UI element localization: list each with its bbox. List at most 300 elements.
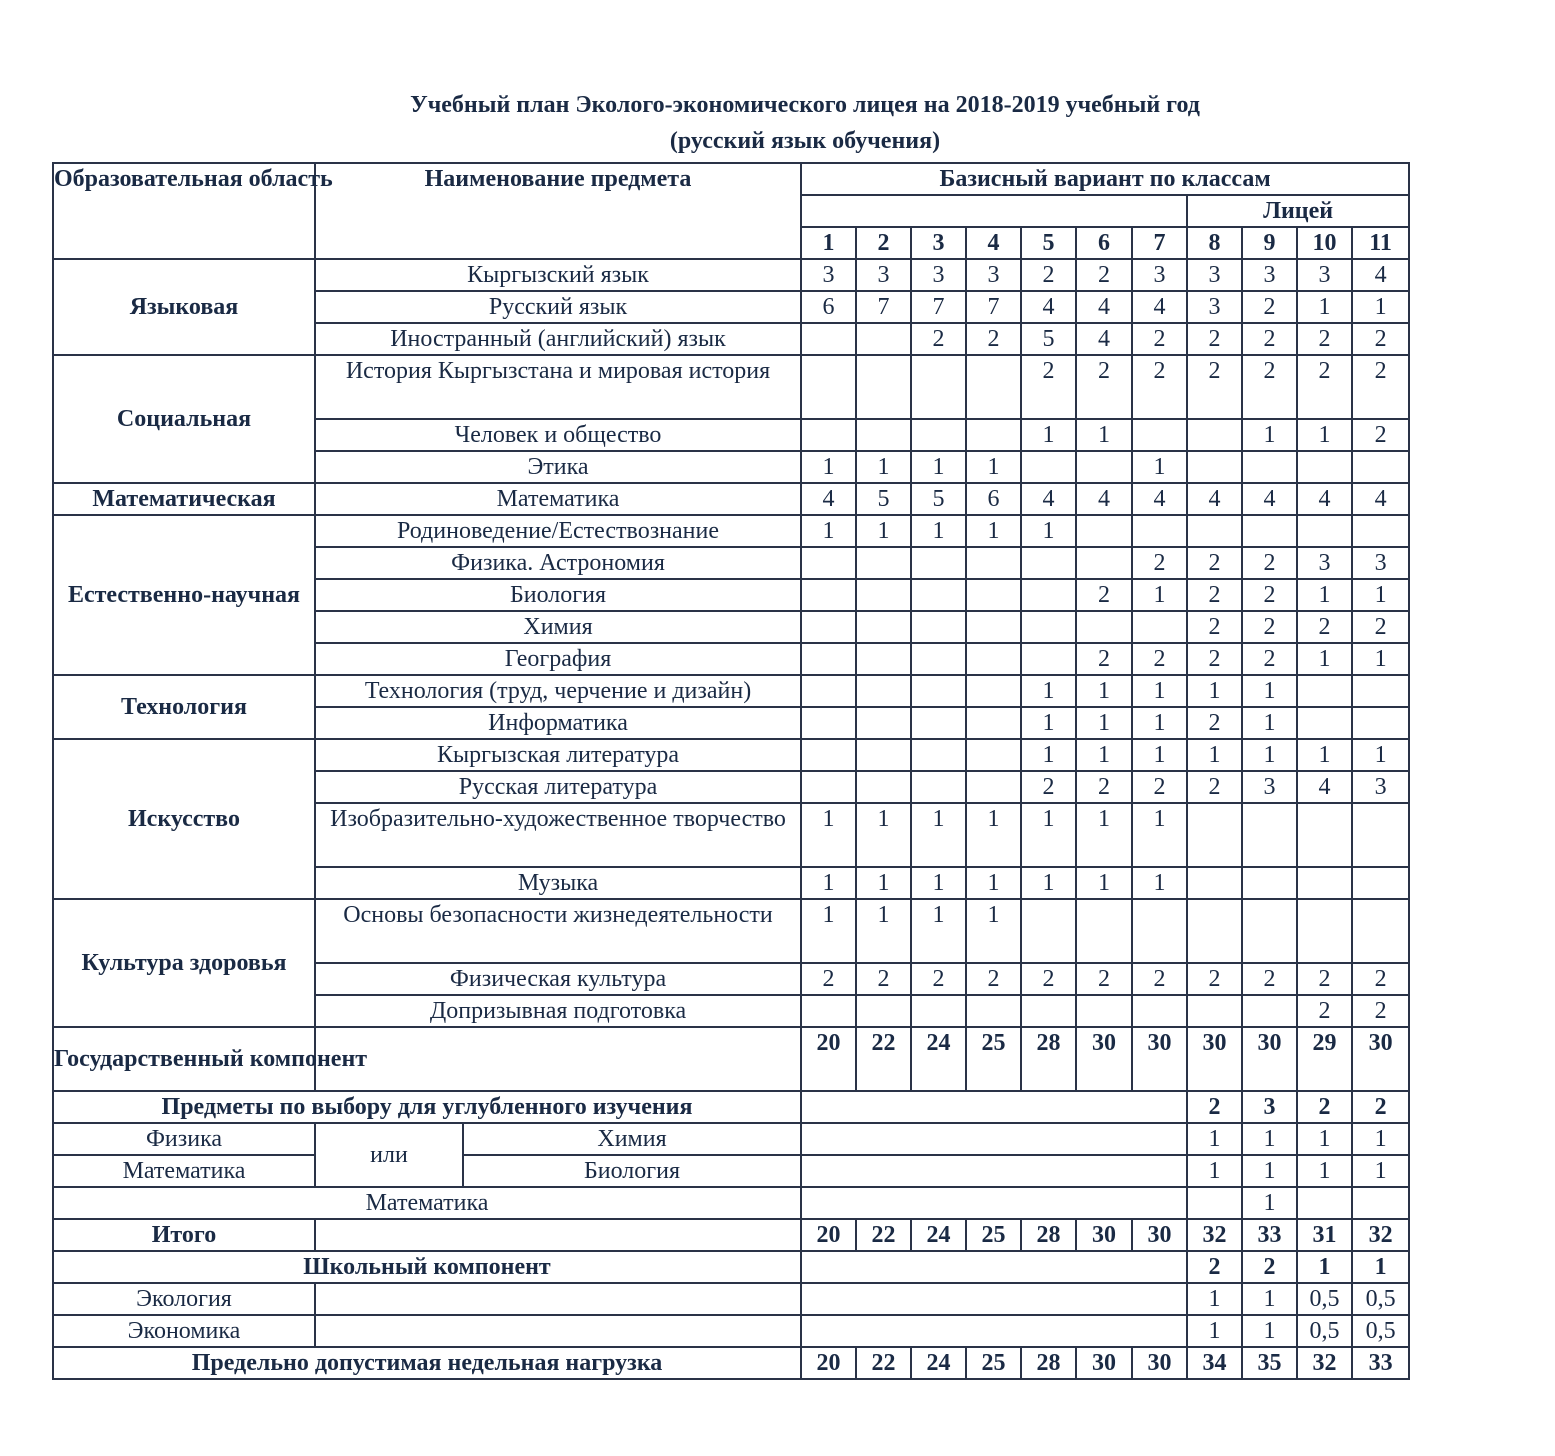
value-cell: 5 xyxy=(856,483,911,515)
choice-value: 1 xyxy=(1352,1155,1409,1187)
value-cell: 2 xyxy=(1187,611,1242,643)
value-cell: 1 xyxy=(911,451,966,483)
value-cell: 1 xyxy=(1242,419,1297,451)
electives-value: 2 xyxy=(1297,1091,1352,1123)
value-cell: 1 xyxy=(1132,451,1187,483)
choice-left: Математика xyxy=(53,1155,315,1187)
school-value: 1 xyxy=(1297,1251,1352,1283)
value-cell xyxy=(966,771,1021,803)
area-a6: Искусство xyxy=(53,739,315,899)
electives-label: Предметы по выбору для углубленного изучения xyxy=(53,1091,801,1123)
plan-subtitle: (русский язык обучения) xyxy=(669,128,941,154)
ecology-value: 1 xyxy=(1187,1283,1242,1315)
value-cell: 2 xyxy=(1187,323,1242,355)
value-cell xyxy=(1187,899,1242,963)
value-cell: 2 xyxy=(801,963,856,995)
economics-value: 1 xyxy=(1242,1315,1297,1347)
value-cell: 1 xyxy=(1132,739,1187,771)
value-cell xyxy=(1021,995,1076,1027)
value-cell: 2 xyxy=(1297,963,1352,995)
value-cell: 3 xyxy=(966,259,1021,291)
value-cell xyxy=(801,643,856,675)
subject-name: Русская литература xyxy=(315,771,801,803)
state-value: 25 xyxy=(966,1027,1021,1091)
value-cell xyxy=(856,355,911,419)
value-cell xyxy=(911,675,966,707)
school-label: Школьный компонент xyxy=(53,1251,801,1283)
ecology-blank-grades xyxy=(801,1283,1187,1315)
plan-title: Учебный план Эколого-экономического лицея на 2018-2019 учебный год xyxy=(410,92,1200,118)
total-value: 30 xyxy=(1132,1219,1187,1251)
electives-value: 2 xyxy=(1187,1091,1242,1123)
max-value: 25 xyxy=(966,1347,1021,1379)
choice-blank xyxy=(801,1187,1187,1219)
value-cell xyxy=(911,419,966,451)
value-cell: 2 xyxy=(1352,419,1409,451)
value-cell: 3 xyxy=(1132,259,1187,291)
value-cell xyxy=(856,547,911,579)
value-cell: 2 xyxy=(1187,963,1242,995)
value-cell xyxy=(1352,675,1409,707)
value-cell: 1 xyxy=(1132,675,1187,707)
value-cell: 1 xyxy=(1076,803,1132,867)
table-body xyxy=(53,163,1409,1379)
subject-name: Родиноведение/Естествознание xyxy=(315,515,801,547)
ecology-label: Экология xyxy=(53,1283,315,1315)
value-cell xyxy=(1352,803,1409,867)
value-cell: 1 xyxy=(1076,675,1132,707)
value-cell: 4 xyxy=(1021,291,1076,323)
total-value: 30 xyxy=(1076,1219,1132,1251)
value-cell: 7 xyxy=(856,291,911,323)
value-cell: 2 xyxy=(1132,963,1187,995)
value-cell: 1 xyxy=(1132,803,1187,867)
value-cell xyxy=(1297,803,1352,867)
value-cell: 2 xyxy=(1132,771,1187,803)
value-cell: 2 xyxy=(1242,323,1297,355)
total-label: Итого xyxy=(53,1219,315,1251)
max-value: 28 xyxy=(1021,1347,1076,1379)
value-cell xyxy=(801,675,856,707)
subject-name: Иностранный (английский) язык xyxy=(315,323,801,355)
value-cell xyxy=(856,675,911,707)
value-cell: 1 xyxy=(1242,707,1297,739)
value-cell xyxy=(1352,707,1409,739)
choice-left: Физика xyxy=(53,1123,315,1155)
value-cell xyxy=(1242,803,1297,867)
total-value: 28 xyxy=(1021,1219,1076,1251)
max-value: 33 xyxy=(1352,1347,1409,1379)
ecology-row xyxy=(53,1283,1409,1315)
subject-name: Допризывная подготовка xyxy=(315,995,801,1027)
value-cell: 7 xyxy=(911,291,966,323)
value-cell xyxy=(856,579,911,611)
value-cell: 1 xyxy=(1021,867,1076,899)
total-value: 33 xyxy=(1242,1219,1297,1251)
max-row xyxy=(53,1347,1409,1379)
state-label: Государственный компонент xyxy=(53,1027,315,1091)
value-cell: 1 xyxy=(801,867,856,899)
value-cell xyxy=(966,419,1021,451)
value-cell xyxy=(1021,547,1076,579)
value-cell xyxy=(1076,611,1132,643)
value-cell xyxy=(801,995,856,1027)
value-cell: 2 xyxy=(1132,643,1187,675)
state-value: 30 xyxy=(1242,1027,1297,1091)
value-cell xyxy=(966,611,1021,643)
value-cell: 3 xyxy=(856,259,911,291)
value-cell xyxy=(1132,995,1187,1027)
grade-header: 7 xyxy=(1132,227,1187,259)
choice-value: 1 xyxy=(1352,1123,1409,1155)
value-cell: 1 xyxy=(911,899,966,963)
state-value: 30 xyxy=(1132,1027,1187,1091)
school-row xyxy=(53,1251,1409,1283)
state-blank xyxy=(315,1027,801,1091)
value-cell: 4 xyxy=(1242,483,1297,515)
economics-row xyxy=(53,1315,1409,1347)
value-cell xyxy=(911,739,966,771)
value-cell xyxy=(911,547,966,579)
grade-header: 11 xyxy=(1352,227,1409,259)
value-cell xyxy=(856,771,911,803)
subject-name: Физика. Астрономия xyxy=(315,547,801,579)
choice-value: 1 xyxy=(1187,1155,1242,1187)
value-cell: 3 xyxy=(911,259,966,291)
value-cell: 4 xyxy=(1076,323,1132,355)
value-cell: 4 xyxy=(1352,483,1409,515)
area-a1: Языковая xyxy=(53,259,315,355)
value-cell: 2 xyxy=(1076,963,1132,995)
value-cell: 2 xyxy=(1132,547,1187,579)
subject-name: Музыка xyxy=(315,867,801,899)
value-cell: 1 xyxy=(856,803,911,867)
value-cell: 1 xyxy=(1297,643,1352,675)
value-cell: 3 xyxy=(1352,771,1409,803)
value-cell xyxy=(1132,515,1187,547)
value-cell xyxy=(1242,899,1297,963)
value-cell: 1 xyxy=(1076,739,1132,771)
header-basis: Базисный вариант по классам xyxy=(801,163,1409,195)
max-value: 35 xyxy=(1242,1347,1297,1379)
value-cell: 2 xyxy=(1297,995,1352,1027)
max-value: 22 xyxy=(856,1347,911,1379)
state-value: 30 xyxy=(1187,1027,1242,1091)
value-cell xyxy=(801,419,856,451)
value-cell: 3 xyxy=(1297,259,1352,291)
value-cell: 6 xyxy=(966,483,1021,515)
subject-name: Изобразительно-художественное творчество xyxy=(315,803,801,867)
table-row xyxy=(53,355,1409,419)
choice-value: 1 xyxy=(1297,1123,1352,1155)
value-cell: 2 xyxy=(1187,547,1242,579)
value-cell xyxy=(801,323,856,355)
value-cell xyxy=(801,355,856,419)
header-subject: Наименование предмета xyxy=(315,163,801,259)
school-value: 2 xyxy=(1242,1251,1297,1283)
value-cell: 2 xyxy=(1132,355,1187,419)
value-cell xyxy=(801,579,856,611)
value-cell xyxy=(1187,803,1242,867)
value-cell: 4 xyxy=(1297,483,1352,515)
grade-header: 4 xyxy=(966,227,1021,259)
school-blank-grades xyxy=(801,1251,1187,1283)
value-cell: 2 xyxy=(1076,643,1132,675)
value-cell: 4 xyxy=(1187,483,1242,515)
value-cell xyxy=(1021,611,1076,643)
value-cell: 2 xyxy=(1297,323,1352,355)
state-value: 20 xyxy=(801,1027,856,1091)
value-cell: 2 xyxy=(1076,771,1132,803)
value-cell: 2 xyxy=(1297,611,1352,643)
grade-header: 5 xyxy=(1021,227,1076,259)
value-cell: 2 xyxy=(1021,963,1076,995)
grade-header: 10 xyxy=(1297,227,1352,259)
value-cell: 1 xyxy=(911,867,966,899)
value-cell xyxy=(1076,515,1132,547)
max-value: 30 xyxy=(1076,1347,1132,1379)
value-cell: 1 xyxy=(856,515,911,547)
value-cell: 1 xyxy=(1297,419,1352,451)
value-cell: 2 xyxy=(911,323,966,355)
school-value: 1 xyxy=(1352,1251,1409,1283)
value-cell xyxy=(966,995,1021,1027)
value-cell xyxy=(856,995,911,1027)
value-cell xyxy=(1187,867,1242,899)
economics-label: Экономика xyxy=(53,1315,315,1347)
value-cell: 2 xyxy=(1242,579,1297,611)
value-cell: 2 xyxy=(1352,323,1409,355)
value-cell: 1 xyxy=(1021,803,1076,867)
max-value: 32 xyxy=(1297,1347,1352,1379)
value-cell: 7 xyxy=(966,291,1021,323)
value-cell: 3 xyxy=(801,259,856,291)
value-cell xyxy=(911,355,966,419)
value-cell: 1 xyxy=(1132,867,1187,899)
value-cell: 1 xyxy=(801,899,856,963)
value-cell: 1 xyxy=(1021,707,1076,739)
economics-blank-grades xyxy=(801,1315,1187,1347)
value-cell: 1 xyxy=(1352,291,1409,323)
value-cell: 3 xyxy=(1297,547,1352,579)
value-cell: 2 xyxy=(1242,611,1297,643)
value-cell xyxy=(1352,515,1409,547)
value-cell: 2 xyxy=(1076,579,1132,611)
value-cell: 1 xyxy=(911,803,966,867)
value-cell xyxy=(1352,867,1409,899)
value-cell: 4 xyxy=(1076,483,1132,515)
value-cell: 2 xyxy=(911,963,966,995)
value-cell xyxy=(1021,579,1076,611)
value-cell xyxy=(1021,451,1076,483)
subject-name: Кыргызский язык xyxy=(315,259,801,291)
value-cell: 2 xyxy=(1076,259,1132,291)
value-cell xyxy=(966,355,1021,419)
max-value: 34 xyxy=(1187,1347,1242,1379)
value-cell xyxy=(1021,899,1076,963)
value-cell xyxy=(1297,515,1352,547)
value-cell xyxy=(1297,707,1352,739)
economics-value: 1 xyxy=(1187,1315,1242,1347)
state-value: 30 xyxy=(1076,1027,1132,1091)
value-cell xyxy=(801,547,856,579)
choice-left: Математика xyxy=(53,1187,801,1219)
value-cell: 1 xyxy=(1352,643,1409,675)
area-a4: Естественно-научная xyxy=(53,515,315,675)
value-cell xyxy=(1297,675,1352,707)
value-cell: 1 xyxy=(1021,739,1076,771)
value-cell xyxy=(966,579,1021,611)
max-label: Предельно допустимая недельная нагрузка xyxy=(53,1347,801,1379)
value-cell xyxy=(966,547,1021,579)
table-row xyxy=(53,483,1409,515)
value-cell: 1 xyxy=(1021,515,1076,547)
subject-name: Этика xyxy=(315,451,801,483)
choice-value: 1 xyxy=(1242,1155,1297,1187)
economics-blank xyxy=(315,1315,801,1347)
value-cell: 1 xyxy=(1021,675,1076,707)
area-a7: Культура здоровья xyxy=(53,899,315,1027)
value-cell: 1 xyxy=(911,515,966,547)
value-cell: 1 xyxy=(801,451,856,483)
total-value: 32 xyxy=(1187,1219,1242,1251)
value-cell: 5 xyxy=(911,483,966,515)
value-cell: 1 xyxy=(966,803,1021,867)
value-cell xyxy=(911,771,966,803)
economics-value: 0,5 xyxy=(1297,1315,1352,1347)
value-cell: 1 xyxy=(1076,867,1132,899)
choice-row xyxy=(53,1123,1409,1155)
value-cell: 2 xyxy=(1242,547,1297,579)
table-row xyxy=(53,739,1409,771)
value-cell: 2 xyxy=(1021,771,1076,803)
value-cell: 1 xyxy=(1132,707,1187,739)
value-cell: 2 xyxy=(966,963,1021,995)
max-value: 24 xyxy=(911,1347,966,1379)
subject-name: Технология (труд, черчение и дизайн) xyxy=(315,675,801,707)
value-cell xyxy=(1076,995,1132,1027)
table-row xyxy=(53,899,1409,963)
value-cell xyxy=(911,995,966,1027)
value-cell: 4 xyxy=(1297,771,1352,803)
value-cell xyxy=(856,419,911,451)
value-cell: 2 xyxy=(1187,643,1242,675)
choice-value xyxy=(1187,1187,1242,1219)
value-cell: 4 xyxy=(801,483,856,515)
value-cell xyxy=(1352,451,1409,483)
grade-header: 8 xyxy=(1187,227,1242,259)
subject-name: Химия xyxy=(315,611,801,643)
value-cell: 1 xyxy=(1076,419,1132,451)
subject-name: Человек и общество xyxy=(315,419,801,451)
value-cell: 2 xyxy=(1187,579,1242,611)
value-cell: 1 xyxy=(1021,419,1076,451)
value-cell xyxy=(1242,515,1297,547)
state-value: 24 xyxy=(911,1027,966,1091)
value-cell xyxy=(856,611,911,643)
value-cell xyxy=(1132,899,1187,963)
value-cell: 2 xyxy=(1242,291,1297,323)
value-cell xyxy=(1242,867,1297,899)
value-cell: 6 xyxy=(801,291,856,323)
value-cell: 2 xyxy=(1297,355,1352,419)
value-cell: 2 xyxy=(1352,963,1409,995)
value-cell: 1 xyxy=(1187,675,1242,707)
value-cell: 4 xyxy=(1132,291,1187,323)
value-cell xyxy=(1132,419,1187,451)
choice-value xyxy=(1297,1187,1352,1219)
state-value: 22 xyxy=(856,1027,911,1091)
electives-value: 2 xyxy=(1352,1091,1409,1123)
value-cell: 1 xyxy=(856,451,911,483)
total-row xyxy=(53,1219,1409,1251)
value-cell: 1 xyxy=(966,451,1021,483)
value-cell: 3 xyxy=(1242,259,1297,291)
value-cell: 2 xyxy=(1352,611,1409,643)
value-cell xyxy=(1352,899,1409,963)
state-value: 28 xyxy=(1021,1027,1076,1091)
value-cell: 5 xyxy=(1021,323,1076,355)
total-value: 22 xyxy=(856,1219,911,1251)
table-row xyxy=(53,515,1409,547)
subject-name: Биология xyxy=(315,579,801,611)
value-cell xyxy=(1021,643,1076,675)
value-cell xyxy=(801,739,856,771)
subject-name: Математика xyxy=(315,483,801,515)
value-cell: 3 xyxy=(1187,291,1242,323)
header-lyceum: Лицей xyxy=(1187,195,1409,227)
value-cell: 2 xyxy=(1021,259,1076,291)
subject-name: Информатика xyxy=(315,707,801,739)
value-cell: 4 xyxy=(1132,483,1187,515)
area-a3: Математическая xyxy=(53,483,315,515)
value-cell xyxy=(801,771,856,803)
value-cell xyxy=(856,643,911,675)
value-cell xyxy=(911,643,966,675)
value-cell: 2 xyxy=(1132,323,1187,355)
value-cell: 1 xyxy=(966,867,1021,899)
ecology-value: 0,5 xyxy=(1352,1283,1409,1315)
value-cell xyxy=(1187,515,1242,547)
electives-row xyxy=(53,1091,1409,1123)
value-cell: 2 xyxy=(1187,355,1242,419)
value-cell xyxy=(856,739,911,771)
value-cell: 1 xyxy=(1297,291,1352,323)
value-cell xyxy=(966,675,1021,707)
value-cell xyxy=(856,707,911,739)
header-area: Образовательная область xyxy=(53,163,315,259)
value-cell: 1 xyxy=(1297,739,1352,771)
subject-name: География xyxy=(315,643,801,675)
choice-row xyxy=(53,1187,1409,1219)
choice-value xyxy=(1352,1187,1409,1219)
value-cell: 1 xyxy=(801,515,856,547)
value-cell: 2 xyxy=(1242,643,1297,675)
value-cell: 1 xyxy=(1352,739,1409,771)
value-cell: 2 xyxy=(856,963,911,995)
value-cell: 2 xyxy=(1021,355,1076,419)
value-cell xyxy=(1187,419,1242,451)
curriculum-table xyxy=(52,162,1410,1380)
value-cell: 1 xyxy=(1242,675,1297,707)
choice-blank xyxy=(801,1155,1187,1187)
grade-header: 3 xyxy=(911,227,966,259)
table-row xyxy=(53,259,1409,291)
subject-name: Основы безопасности жизнедеятельности xyxy=(315,899,801,963)
value-cell xyxy=(1297,451,1352,483)
grade-header: 1 xyxy=(801,227,856,259)
value-cell: 1 xyxy=(856,867,911,899)
